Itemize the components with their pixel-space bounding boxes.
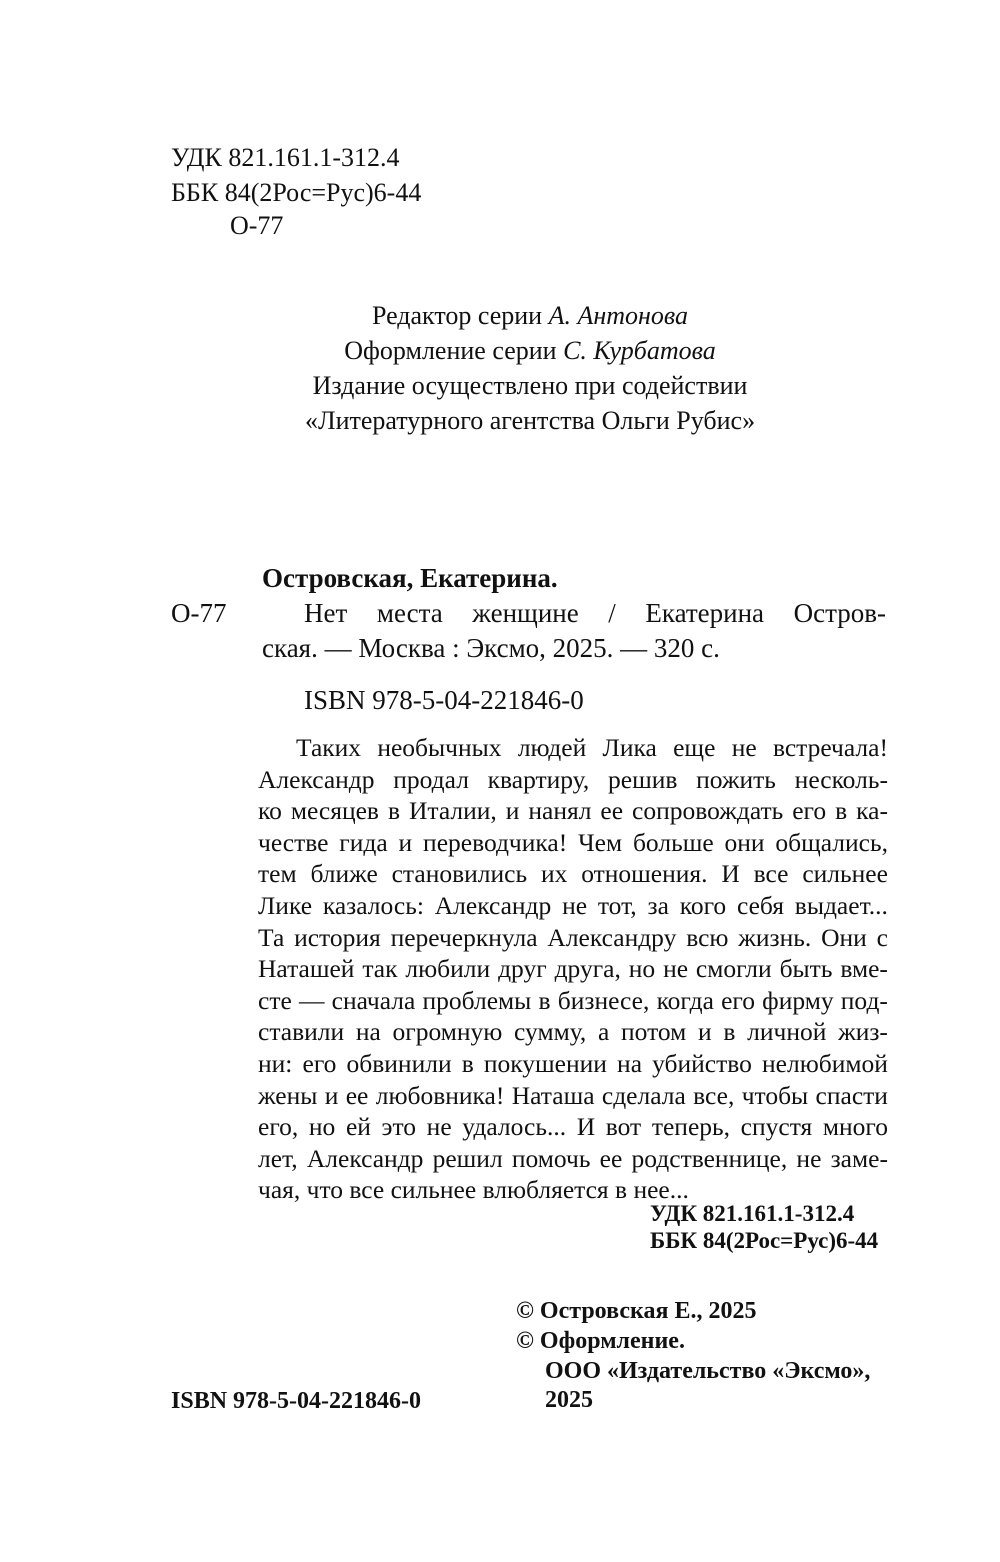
copyright-year: 2025 <box>545 1387 593 1413</box>
annotation-line: Та история перечеркнула Александру всю жизнь. Они с <box>258 922 888 952</box>
annotation-line: ставили на огромную сумму, а потом и в личной жиз- <box>258 1017 888 1047</box>
annotation-line: ни: его обвинили в покушении на убийство нелюбимой <box>258 1048 888 1078</box>
annotation-line: Лике казалось: Александр не тот, за кого себя выдает... <box>258 890 888 920</box>
codes-udk: УДК 821.161.1-312.4 <box>650 1201 855 1226</box>
support-line: Издание осуществлено при содействии <box>312 371 748 400</box>
annotation-line: сте — сначала проблемы в бизнесе, когда его фирму под- <box>258 985 888 1015</box>
annotation-line: Наташей так любили друг друга, но не смогли быть вме- <box>258 954 888 984</box>
annotation <box>258 732 888 1206</box>
annotation-line: лет, Александр решил помочь ее родственнице, не заме- <box>258 1143 888 1173</box>
series-design: Оформление серии С. Курбатова <box>344 336 716 365</box>
copyright-author: © Островская Е., 2025 <box>516 1298 757 1324</box>
annotation-line: жены и ее любовника! Наташа сделала все, чтобы спасти <box>258 1080 888 1110</box>
record-mark: О-77 <box>171 598 227 628</box>
agency-line: «Литературного агентства Ольги Рубис» <box>304 406 756 435</box>
annotation-line: чая, что все сильнее влюбляется в нее... <box>258 1175 689 1205</box>
series-editor: Редактор серии А. Антонова <box>371 301 689 330</box>
author-mark: О-77 <box>230 211 284 240</box>
annotation-line: Александр продал квартиру, решив пожить несколь- <box>258 764 888 794</box>
copyright-design: © Оформление. <box>516 1328 685 1354</box>
record-title-line: Нет места женщине / Екатерина Остров- <box>304 598 886 628</box>
annotation-line: его, но ей это не удалось... И вот теперь, спустя много <box>258 1112 888 1142</box>
codes-bbk: ББК 84(2Рос=Рус)6-44 <box>650 1228 879 1253</box>
annotation-line: ко месяцев в Италии, и нанял ее сопровождать его в ка- <box>258 796 888 826</box>
copyright-publisher: ООО «Издательство «Эксмо», <box>545 1358 871 1384</box>
credits-block <box>210 298 850 438</box>
record-isbn: ISBN 978-5-04-221846-0 <box>304 685 584 715</box>
annotation-line: Таких необычных людей Лика еще не встречала! <box>296 733 888 762</box>
isbn-bottom: ISBN 978-5-04-221846-0 <box>171 1388 421 1414</box>
annotation-line: честве гида и переводчика! Чем больше они общались, <box>258 827 888 857</box>
udk-code: УДК 821.161.1-312.4 <box>171 143 400 172</box>
record-imprint: ская. — Москва : Эксмо, 2025. — 320 с. <box>262 633 720 663</box>
annotation-line: тем ближе становились их отношения. И все сильнее <box>258 859 888 889</box>
record-author: Островская, Екатерина. <box>262 563 558 593</box>
bbk-code: ББК 84(2Рос=Рус)6-44 <box>171 178 422 207</box>
